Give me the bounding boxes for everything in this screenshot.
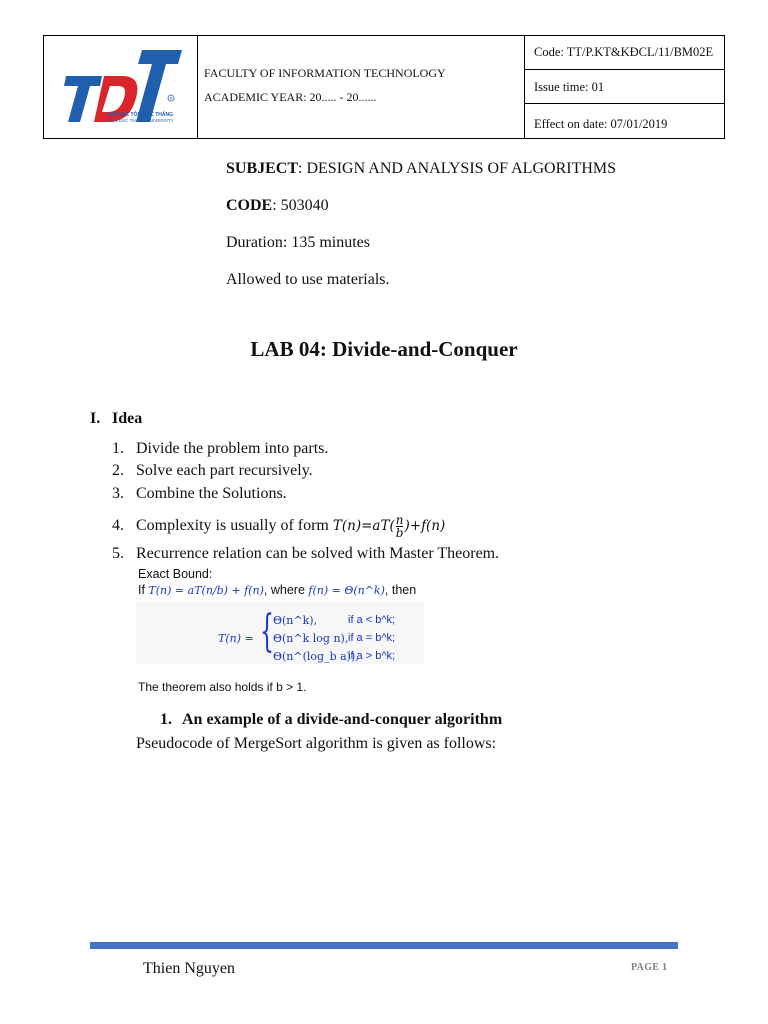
subject-line [226, 160, 616, 178]
list-text: Divide the problem into parts. [136, 440, 329, 457]
list-number: 2. [112, 462, 124, 479]
theorem-lhs: T(n) = [218, 632, 254, 645]
list-item [112, 545, 499, 563]
list-text: Complexity is usually of form [136, 517, 333, 534]
fraction-numerator: n [395, 513, 404, 527]
brace-icon: { [260, 606, 274, 657]
case-condition: if a < b^k; [348, 614, 396, 626]
faculty-name: FACULTY OF INFORMATION TECHNOLOGY [204, 66, 446, 80]
complexity-formula [332, 513, 446, 540]
formula-fraction [396, 514, 404, 539]
subject-value: : DESIGN AND ANALYSIS OF ALGORITHMS [298, 160, 617, 177]
case-expr: Θ(n^k log n), [273, 632, 349, 645]
list-item [112, 485, 287, 503]
list-text: Solve each part recursively. [136, 462, 313, 479]
case-expr: Θ(n^(log_b a)), [273, 650, 359, 663]
theorem-footer: The theorem also holds if b > 1. [138, 680, 307, 694]
code-line [226, 197, 329, 215]
subsection-title: An example of a divide-and-conquer algorithm [182, 711, 503, 728]
formula-right: )+f(n) [404, 518, 446, 534]
fn-expr: f(n) = Θ(n^k) [308, 584, 385, 597]
list-number: 3. [112, 485, 124, 502]
effect-date: Effect on date: 07/01/2019 [534, 117, 668, 131]
svg-text:ĐẠI HỌC TÔN ĐỨC THẮNG: ĐẠI HỌC TÔN ĐỨC THẮNG [108, 112, 173, 118]
code-label: CODE [226, 197, 273, 214]
materials-line: Allowed to use materials. [226, 271, 390, 288]
formula-left: T(n)=aT( [332, 518, 395, 534]
footer-author: Thien Nguyen [143, 960, 235, 977]
list-item [112, 462, 313, 480]
list-text: Recurrence relation can be solved with Master Theorem. [136, 545, 500, 562]
list-number: 5. [112, 545, 124, 562]
footer-divider [90, 942, 678, 949]
page-number: PAGE 1 [631, 962, 668, 973]
theorem-heading: Exact Bound: [138, 567, 213, 581]
intro-paragraph: Pseudocode of MergeSort algorithm is given as follows: [136, 735, 497, 752]
list-item [112, 514, 445, 539]
university-logo [44, 36, 198, 138]
case-condition: if a > b^k; [348, 650, 396, 662]
theorem-condition [138, 583, 416, 597]
case-expr: Θ(n^k), [273, 614, 318, 627]
list-number: 1. [112, 440, 124, 457]
case-condition: if a = b^k; [348, 632, 396, 644]
then-text: , then [384, 583, 417, 597]
svg-text:TON DUC THANG UNIVERSITY: TON DUC THANG UNIVERSITY [108, 118, 174, 123]
issue-time: Issue time: 01 [524, 70, 724, 104]
recurrence-expr: T(n) = aT(n/b) + f(n) [148, 584, 264, 597]
section-heading [90, 410, 142, 428]
where-text: , where [263, 583, 309, 597]
subsection-number: 1. [160, 711, 172, 728]
subsection-heading [160, 711, 502, 729]
list-item [112, 440, 328, 458]
faculty-cell [197, 36, 525, 138]
lab-title: LAB 04: Divide-and-Conquer [250, 337, 518, 361]
subject-label: SUBJECT [226, 160, 299, 177]
document-header-table [43, 35, 725, 139]
section-title: Idea [112, 410, 143, 427]
if-text: If [138, 583, 149, 597]
duration-line: Duration: 135 minutes [226, 234, 370, 251]
master-theorem-figure [136, 566, 424, 696]
document-info-cell [524, 36, 724, 138]
section-number: I. [90, 410, 101, 427]
fraction-denominator: b [395, 526, 404, 540]
list-text: Combine the Solutions. [136, 485, 287, 502]
tdt-logo-icon [44, 36, 197, 138]
academic-year: ACADEMIC YEAR: 20..... - 20...... [204, 90, 377, 104]
document-code: Code: TT/P.KT&KĐCL/11/BM02E [524, 36, 724, 70]
code-value: : 503040 [272, 197, 329, 214]
svg-text:R: R [169, 95, 173, 101]
list-number: 4. [112, 517, 124, 534]
